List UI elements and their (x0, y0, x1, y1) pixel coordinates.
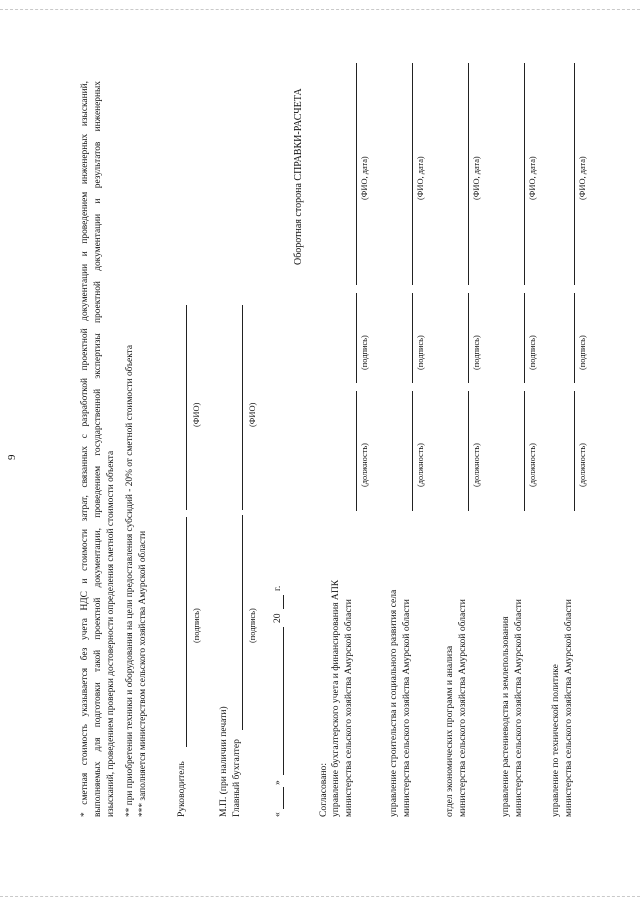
approvals-title: Согласовано: (318, 762, 329, 817)
approval-2-name-caption: (ФИО, дата) (416, 156, 425, 200)
accountant-sign-caption: (подпись) (248, 608, 257, 643)
footnote-line-5: *** заполняется министерством сельского хозяйства Амурской области (138, 530, 148, 817)
approval-1-sign-caption: (подпись) (360, 335, 369, 370)
approval-5-position-caption: (должность) (578, 443, 587, 487)
approval-1-name-line (356, 63, 357, 285)
approval-5-ministry: министерства сельского хозяйства Амурской области (563, 599, 574, 817)
approval-3-name-caption: (ФИО, дата) (472, 156, 481, 200)
approval-3-position-line (468, 391, 469, 511)
date-day-line (283, 787, 284, 809)
approval-5-sign-line (574, 293, 575, 383)
approval-2-sign-line (412, 293, 413, 383)
approval-4-sign-caption: (подпись) (528, 335, 537, 370)
footnote-line-3: изысканий, проведением проверки достоверности определения сметной стоимости объекта (106, 450, 116, 817)
approval-5-sign-caption: (подпись) (578, 335, 587, 370)
head-name-caption: (ФИО) (192, 402, 201, 427)
footnote-line-4: ** при приобретении техники и оборудования на цели предоставления субсидий - 20% от сметной стоимости объекта (125, 344, 135, 817)
approval-2-position-caption: (должность) (416, 443, 425, 487)
approval-2-name-line (412, 63, 413, 285)
approval-4-position-line (524, 391, 525, 511)
approval-3-sign-line (468, 293, 469, 383)
date-year-line (283, 595, 284, 609)
head-sign-caption: (подпись) (192, 608, 201, 643)
reverse-side-caption: Оборотная сторона СПРАВКИ-РАСЧЕТА (293, 88, 304, 265)
approval-3-dept: отдел экономических программ и анализа (444, 645, 455, 817)
approval-2-ministry: министерства сельского хозяйства Амурской области (401, 599, 412, 817)
date-close-quote: » (272, 780, 283, 785)
approval-4-sign-line (524, 293, 525, 383)
approval-1-position-caption: (должность) (360, 443, 369, 487)
approval-4-name-caption: (ФИО, дата) (528, 156, 537, 200)
approval-3-sign-caption: (подпись) (472, 335, 481, 370)
approval-5-position-line (574, 391, 575, 511)
head-name-line (186, 305, 187, 510)
date-open-quote: « (272, 812, 283, 817)
accountant-name-line (242, 305, 243, 510)
approval-1-ministry: министерства сельского хозяйства Амурской области (343, 599, 354, 817)
approval-5-name-caption: (ФИО, дата) (578, 156, 587, 200)
accountant-name-caption: (ФИО) (248, 402, 257, 427)
approval-3-position-caption: (должность) (472, 443, 481, 487)
approval-4-name-line (524, 63, 525, 285)
stamp-label: М.П. (при наличии печати) (218, 706, 229, 817)
approval-4-ministry: министерства сельского хозяйства Амурской области (513, 599, 524, 817)
footnote-line-1: * сметная стоимость указывается без учета НДС и стоимости затрат, связанных с разработкой проектной документации и проведением инженерных изысканий, (80, 81, 90, 817)
approval-1-sign-line (356, 293, 357, 383)
approval-3-name-line (468, 63, 469, 285)
approval-1-name-caption: (ФИО, дата) (360, 156, 369, 200)
approval-5-name-line (574, 63, 575, 285)
approval-1-dept: управление бухгалтерского учета и финансирования АПК (330, 579, 341, 817)
page-number: 9 (6, 454, 18, 460)
approval-1-position-line (356, 391, 357, 511)
accountant-label: Главный бухгалтер (231, 739, 242, 817)
approval-4-position-caption: (должность) (528, 443, 537, 487)
accountant-sign-line (242, 515, 243, 730)
date-year-suffix: г. (272, 585, 283, 591)
date-month-line (283, 627, 284, 775)
head-label: Руководитель (176, 761, 187, 817)
approval-3-ministry: министерства сельского хозяйства Амурской области (457, 599, 468, 817)
approval-2-position-line (412, 391, 413, 511)
date-year-prefix: 20 (272, 613, 283, 623)
head-sign-line (186, 517, 187, 747)
footnote-line-2: выполняемых для подготовки такой проектной документации, проведением государственной экспертизы проектной документации и результатов инженерных (93, 81, 103, 817)
approval-2-sign-caption: (подпись) (416, 335, 425, 370)
approval-4-dept: управление растениеводства и землепользования (500, 616, 511, 817)
approval-5-dept: управление по технической политике (550, 664, 561, 817)
approval-2-dept: управление строительства и социального развития села (388, 589, 399, 817)
